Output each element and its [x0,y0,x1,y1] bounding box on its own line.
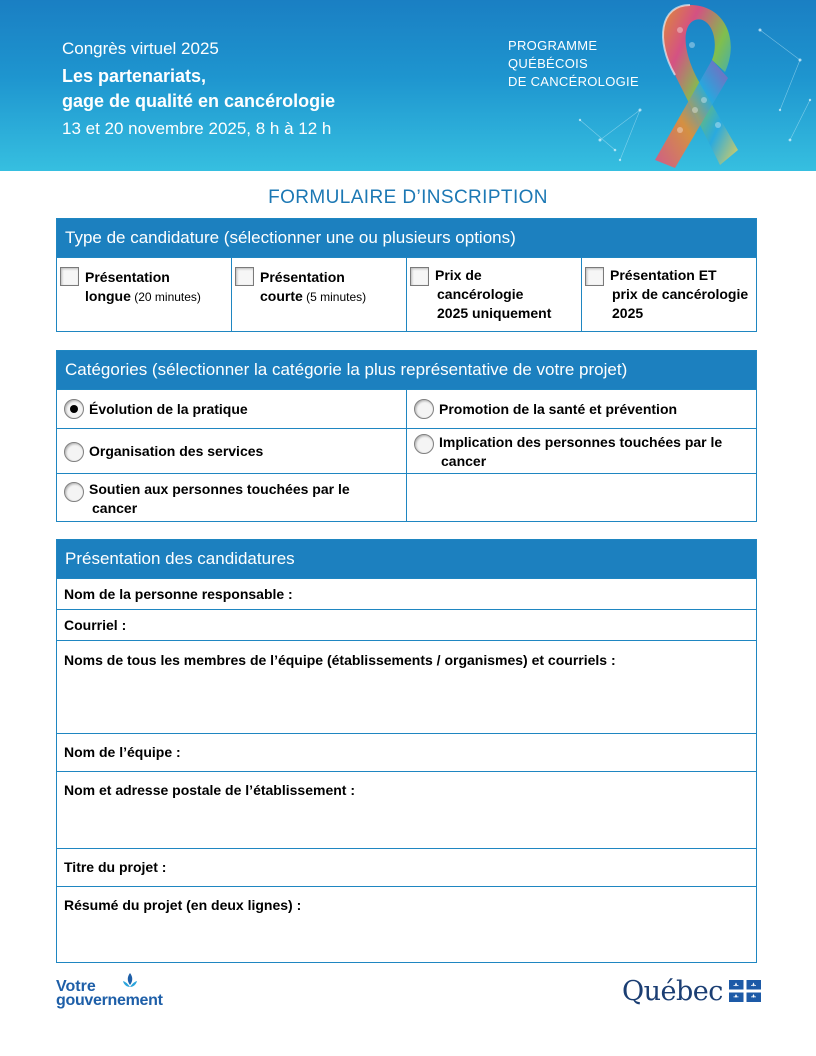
radio-button[interactable] [64,482,84,502]
event-dates: 13 et 20 novembre 2025, 8 h à 12 h [62,119,332,138]
field-titre-projet[interactable]: Titre du projet : [57,848,756,886]
categories-header: Catégories (sélectionner la catégorie la plus représentative de votre projet) [57,351,756,389]
form-title: FORMULAIRE D’INSCRIPTION [268,187,548,208]
votre-gouvernement-logo: Votre gouvernement [56,972,186,1012]
event-title: Les partenariats, gage de qualité en cancérologie [62,66,336,111]
field-nom-responsable[interactable]: Nom de la personne responsable : [57,578,756,609]
radio-button[interactable] [414,399,434,419]
option-prix-cancerologie[interactable]: Prix de cancérologie 2025 uniquement [407,258,582,331]
category-empty-cell [407,474,756,521]
checkbox[interactable] [60,267,79,286]
presentation-section [56,539,757,963]
category-soutien-personnes[interactable]: Soutien aux personnes touchées par le cancer [57,474,407,521]
radio-button-selected[interactable] [64,399,84,419]
category-evolution-pratique[interactable]: Évolution de la pratique [57,390,407,428]
header-banner [0,0,816,171]
candidature-type-header: Type de candidature (sélectionner une ou plusieurs options) [57,219,756,257]
option-presentation-et-prix[interactable]: Présentation ET prix de cancérologie 2025 [582,258,756,331]
category-organisation-services[interactable]: Organisation des services [57,429,407,473]
checkbox[interactable] [410,267,429,286]
presentation-header: Présentation des candidatures [57,540,756,578]
categories-section [56,350,757,522]
checkbox[interactable] [585,267,604,286]
field-nom-equipe[interactable]: Nom de l’équipe : [57,733,756,771]
radio-button[interactable] [414,434,434,454]
category-promotion-sante[interactable]: Promotion de la santé et prévention [407,390,756,428]
checkbox[interactable] [235,267,254,286]
field-membres-equipe[interactable]: Noms de tous les membres de l’équipe (établissements / organismes) et courriels : [57,640,756,733]
radio-button[interactable] [64,442,84,462]
candidature-type-section [56,218,757,332]
fleur-de-lys-icon [120,972,140,996]
quebec-logo: Québec [622,974,761,1008]
program-logo: PROGRAMME QUÉBÉCOIS DE CANCÉROLOGIE [508,38,639,89]
option-presentation-courte[interactable]: Présentation courte (5 minutes) [232,258,407,331]
field-resume-projet[interactable]: Résumé du projet (en deux lignes) : [57,886,756,962]
field-adresse-etablissement[interactable]: Nom et adresse postale de l’établissement : [57,771,756,848]
option-presentation-longue[interactable]: Présentation longue (20 minutes) [57,258,232,331]
cancer-ribbon-icon [620,0,770,171]
category-implication-personnes[interactable]: Implication des personnes touchées par le cancer [407,429,756,473]
quebec-flag-icon [729,980,761,1002]
event-label: Congrès virtuel 2025 [62,39,219,58]
field-courriel[interactable]: Courriel : [57,609,756,640]
